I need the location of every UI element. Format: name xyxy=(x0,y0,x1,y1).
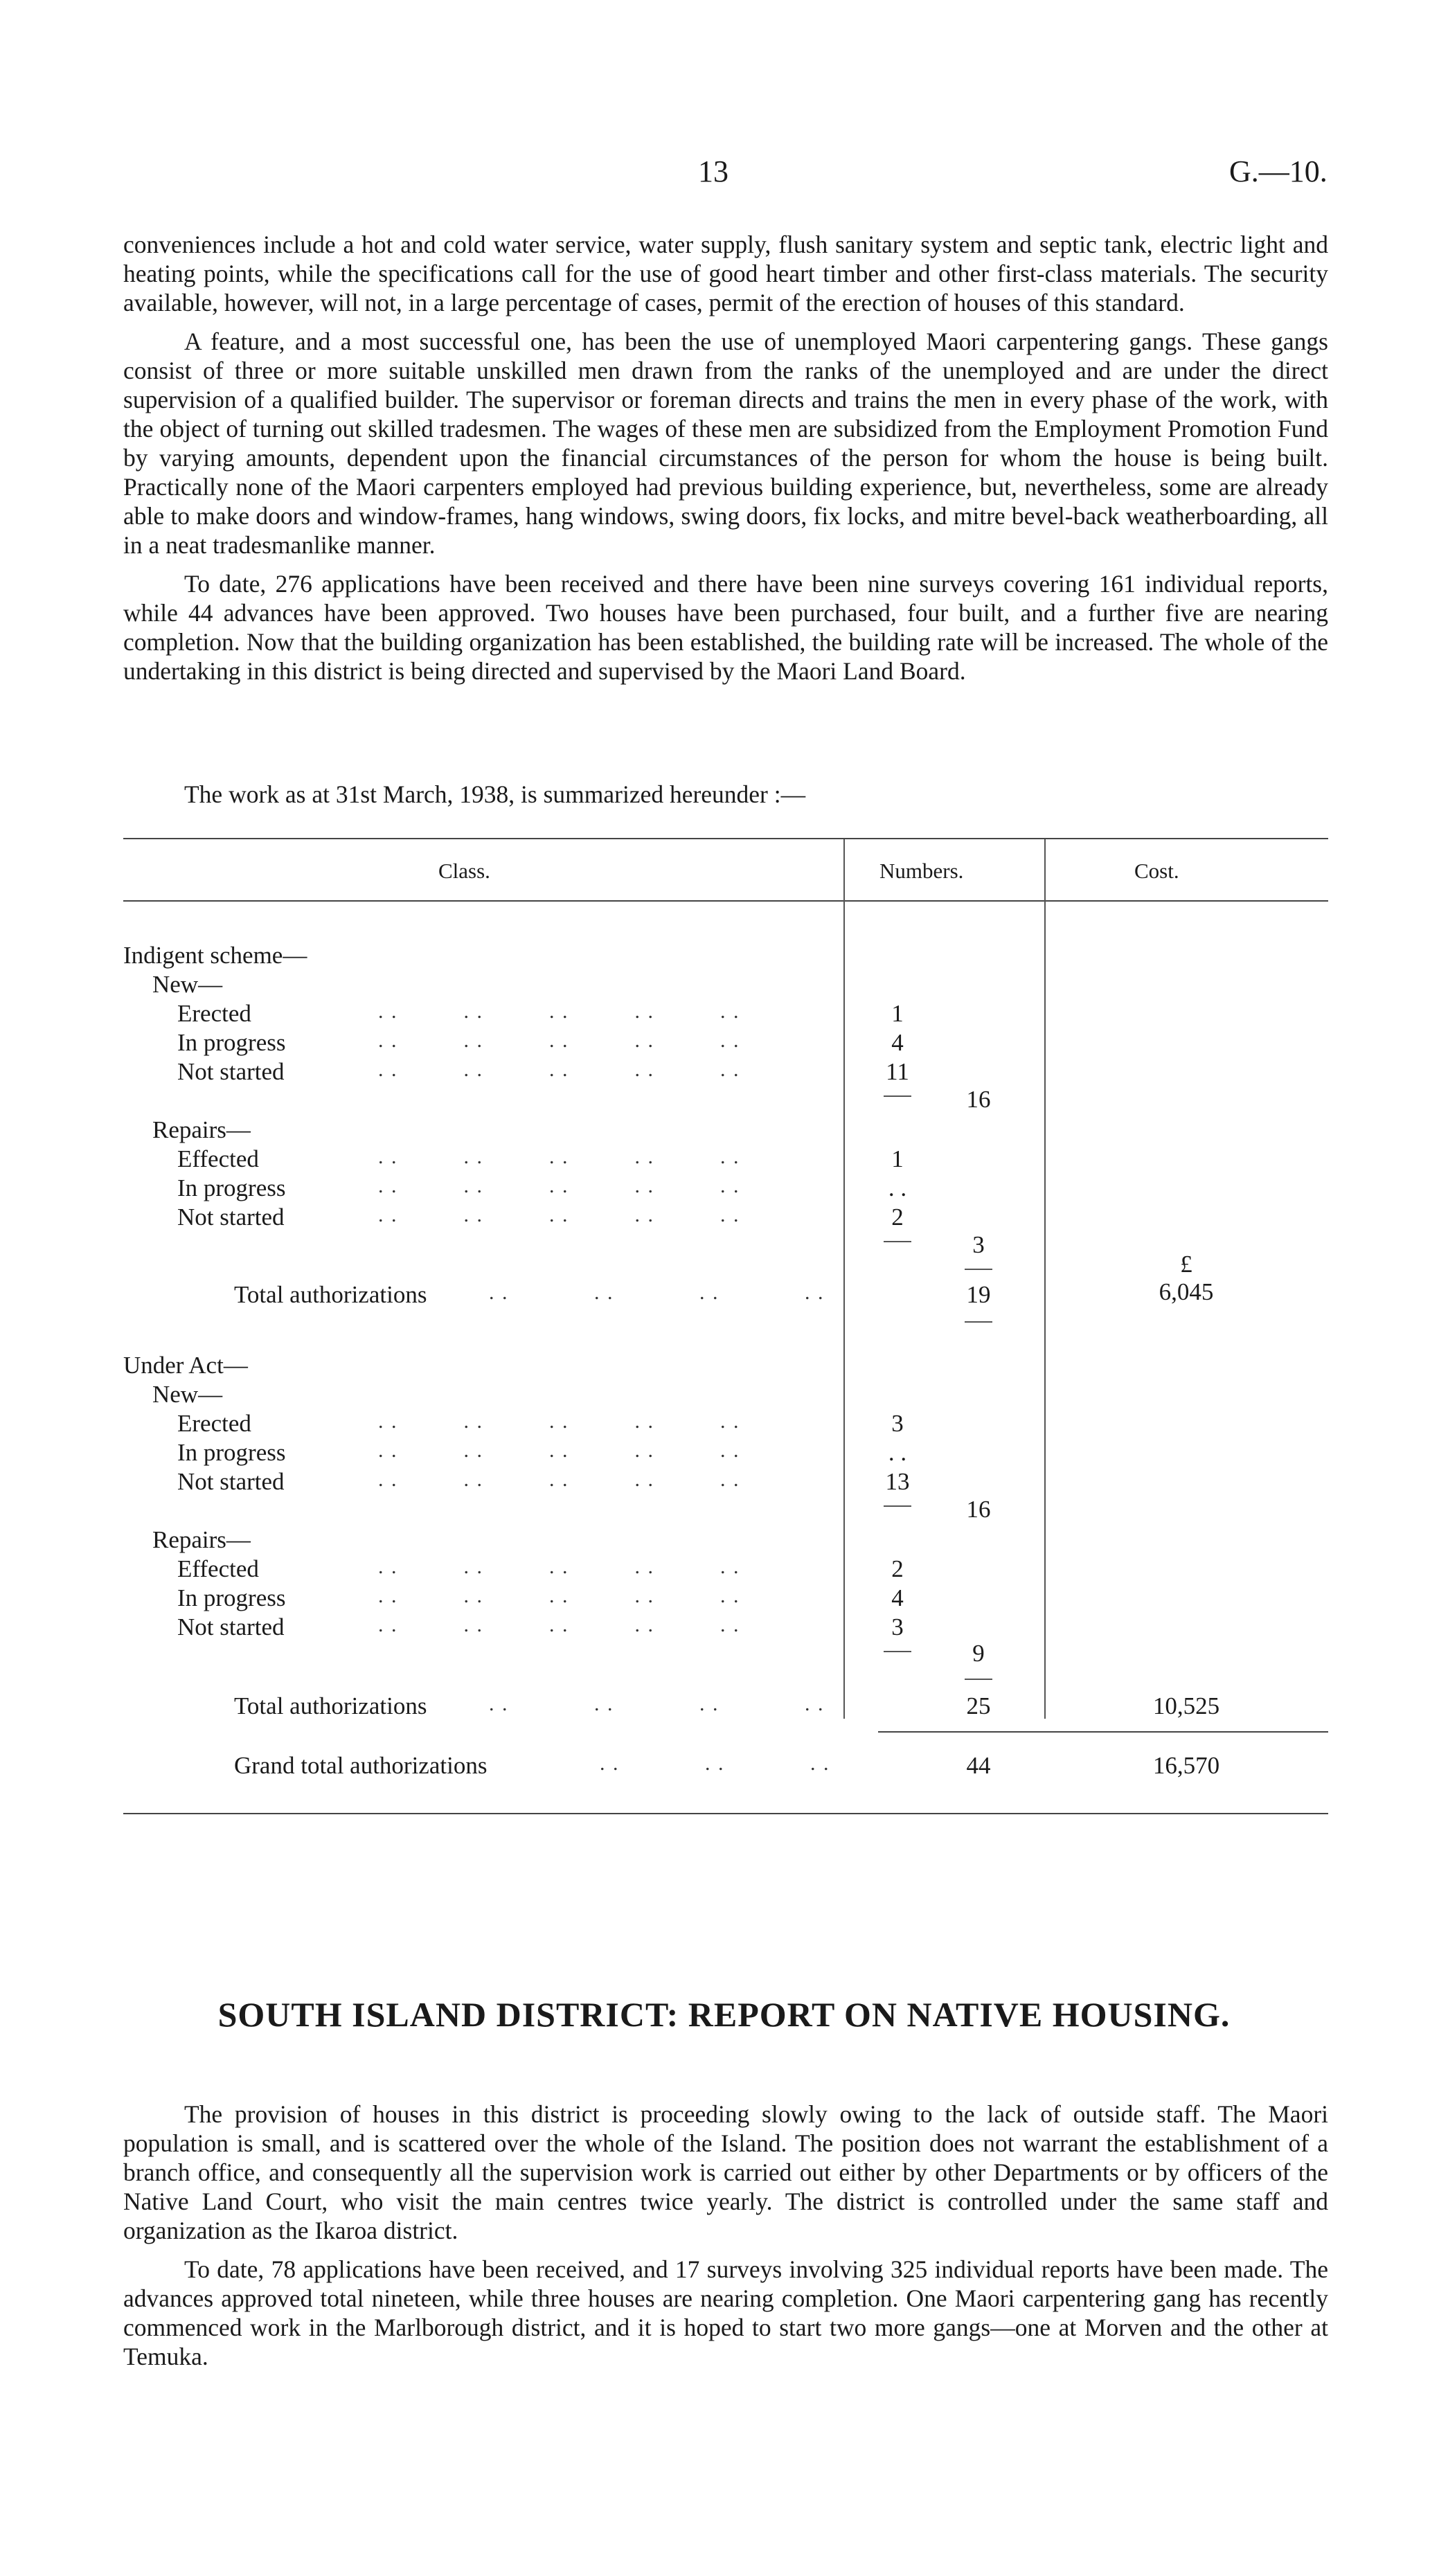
row-label: Not started xyxy=(177,1058,285,1085)
subtotal-rule xyxy=(884,1095,911,1097)
leader-dots: . . . . . . . . . . xyxy=(378,1174,740,1197)
act-repairs-heading: Repairs— xyxy=(152,1526,251,1553)
paragraph-south-applications: To date, 78 applications have been received, and 17 surveys involving 325 individual reports have been made. The advances approved total nineteen, while three houses are nearing completion. One Maori carpentering gang has recently commenced work in the Marlborough district, and it is hoped to start two more gangs—one at Morven and the other at Temuka. xyxy=(123,2255,1328,2370)
row-value: 2 xyxy=(891,1555,904,1582)
act-total-label: Total authorizations xyxy=(234,1692,427,1719)
leader-dots: . . . . . . . . . . xyxy=(378,1468,740,1491)
paragraph-carpentering-gangs: A feature, and a most successful one, has been the use of unemployed Maori carpentering gangs. These gangs consist of three or more suitable unskilled men drawn from the ranks of the unemployed and are under the direct supervision of a qualified builder. The supervisor or foreman directs and trains the men in every phase of the work, with the object of turning out skilled tradesmen. The wages of these men are subsidized from the Employment Promotion Fund by varying amounts, dependent upon the financial circumstances of the person for whom the house is being built. Practically none of the Maori carpenters employed had previous building experience, but, nevertheless, some are already able to make doors and window-frames, hang windows, swing doors, fix locks, and mitre bevel-back weatherboarding, all in a neat tradesmanlike manner. xyxy=(123,328,1328,559)
row-value: 13 xyxy=(885,1468,910,1495)
row-value: 1 xyxy=(891,1000,904,1027)
table-top-rule xyxy=(123,838,1328,839)
row-value: 11 xyxy=(886,1058,909,1085)
leader-dots: . . . . . . . . . . xyxy=(378,1058,740,1081)
row-value: . . xyxy=(888,1439,907,1466)
row-value: 4 xyxy=(891,1029,904,1056)
column-divider-numbers xyxy=(843,839,845,1719)
leader-dots: . . . . . . . . xyxy=(489,1692,825,1715)
row-value: 3 xyxy=(891,1613,904,1640)
leader-dots: . . . . . . . . . . xyxy=(378,1439,740,1462)
total-rule xyxy=(965,1269,992,1270)
indigent-cost: 6,045 xyxy=(1159,1278,1214,1305)
total-rule xyxy=(965,1679,992,1680)
leader-dots: . . . . . . xyxy=(600,1752,830,1775)
total-rule xyxy=(965,1321,992,1323)
row-label: Not started xyxy=(177,1204,285,1231)
paragraph-applications: To date, 276 applications have been received and there have been nine surveys covering 161 individual reports, while 44 advances have been approved. Two houses have been purchased, four built, and a further five are nearing completion. Now that the building organization has been established, the building rate will be increased. The whole of the undertaking in this district is being directed and supervised by the Maori Land Board. xyxy=(123,570,1328,685)
row-label: Erected xyxy=(177,1000,251,1027)
grand-total-rule xyxy=(878,1731,1328,1733)
document-reference: G.—10. xyxy=(1229,154,1328,188)
table-lead-in: The work as at 31st March, 1938, is summarized hereunder :— xyxy=(184,780,806,808)
row-label: In progress xyxy=(177,1439,286,1466)
header-rule xyxy=(123,900,1328,902)
indigent-heading: Indigent scheme— xyxy=(123,942,307,969)
leader-dots: . . . . . . . . . . xyxy=(378,1029,740,1052)
summary-table xyxy=(123,831,1328,1828)
row-label: Effected xyxy=(177,1555,259,1582)
row-value: 3 xyxy=(891,1410,904,1437)
row-label: Erected xyxy=(177,1410,251,1437)
subtotal-value: 3 xyxy=(972,1231,985,1258)
table-bottom-rule xyxy=(123,1813,1328,1814)
paragraph-provision: The provision of houses in this district is proceeding slowly owing to the lack of outside staff. The Maori population is small, and is scattered over the whole of the Island. The position does not warrant the establishment of a branch office, and consequently all the supervision work is carried out either by other Departments or by officers of the Native Land Court, who visit the main centres twice yearly. The district is controlled under the same staff and organization as the Ikaroa district. xyxy=(123,2100,1328,2244)
subtotal-value: 9 xyxy=(972,1640,985,1667)
leader-dots: . . . . . . . . . . xyxy=(378,1410,740,1433)
row-label: In progress xyxy=(177,1174,286,1201)
leader-dots: . . . . . . . . xyxy=(489,1281,825,1304)
row-label: Effected xyxy=(177,1145,259,1172)
grand-total-label: Grand total authorizations xyxy=(234,1752,488,1779)
row-label: In progress xyxy=(177,1029,286,1056)
subtotal-value: 16 xyxy=(966,1086,991,1113)
act-total: 25 xyxy=(966,1692,991,1719)
section-housing-body xyxy=(123,230,1328,686)
header-numbers: Numbers. xyxy=(879,859,964,883)
row-label: Not started xyxy=(177,1468,285,1495)
act-cost: 10,525 xyxy=(1152,1692,1220,1719)
subtotal-rule xyxy=(884,1651,911,1652)
row-value: . . xyxy=(888,1174,907,1201)
subtotal-rule xyxy=(884,1505,911,1507)
indigent-total-label: Total authorizations xyxy=(234,1281,427,1308)
column-divider-cost xyxy=(1044,839,1046,1719)
act-new-heading: New— xyxy=(152,1381,223,1408)
grand-total: 44 xyxy=(966,1752,991,1779)
row-value: 4 xyxy=(891,1584,904,1611)
row-value: 2 xyxy=(891,1204,904,1231)
leader-dots: . . . . . . . . . . xyxy=(378,1204,740,1226)
paragraph-conveniences: conveniences include a hot and cold water service, water supply, flush sanitary system and septic tank, electric light and heating points, while the specifications call for the use of good heart timber and other first-class materials. The security available, however, will not, in a large percentage of cases, permit of the erection of houses of this standard. xyxy=(123,231,1328,316)
under-act-heading: Under Act— xyxy=(123,1352,248,1379)
header-cost: Cost. xyxy=(1134,859,1179,883)
indigent-new-heading: New— xyxy=(152,971,223,998)
section-heading-south-island: SOUTH ISLAND DISTRICT: REPORT ON NATIVE HOUSING. xyxy=(217,1995,1231,2034)
leader-dots: . . . . . . . . . . xyxy=(378,1555,740,1578)
section-south-island-body xyxy=(123,2100,1328,2371)
header-class: Class. xyxy=(438,859,490,883)
indigent-repairs-heading: Repairs— xyxy=(152,1116,251,1143)
row-value: 1 xyxy=(891,1145,904,1172)
subtotal-value: 16 xyxy=(966,1496,991,1523)
row-label: In progress xyxy=(177,1584,286,1611)
page-number: 13 xyxy=(698,154,729,188)
subtotal-rule xyxy=(884,1241,911,1242)
leader-dots: . . . . . . . . . . xyxy=(378,1613,740,1636)
currency-symbol: £ xyxy=(1180,1251,1192,1278)
leader-dots: . . . . . . . . . . xyxy=(378,1145,740,1168)
leader-dots: . . . . . . . . . . xyxy=(378,1000,740,1023)
grand-cost: 16,570 xyxy=(1152,1752,1220,1779)
row-label: Not started xyxy=(177,1613,285,1640)
leader-dots: . . . . . . . . . . xyxy=(378,1584,740,1607)
indigent-total: 19 xyxy=(966,1281,991,1308)
